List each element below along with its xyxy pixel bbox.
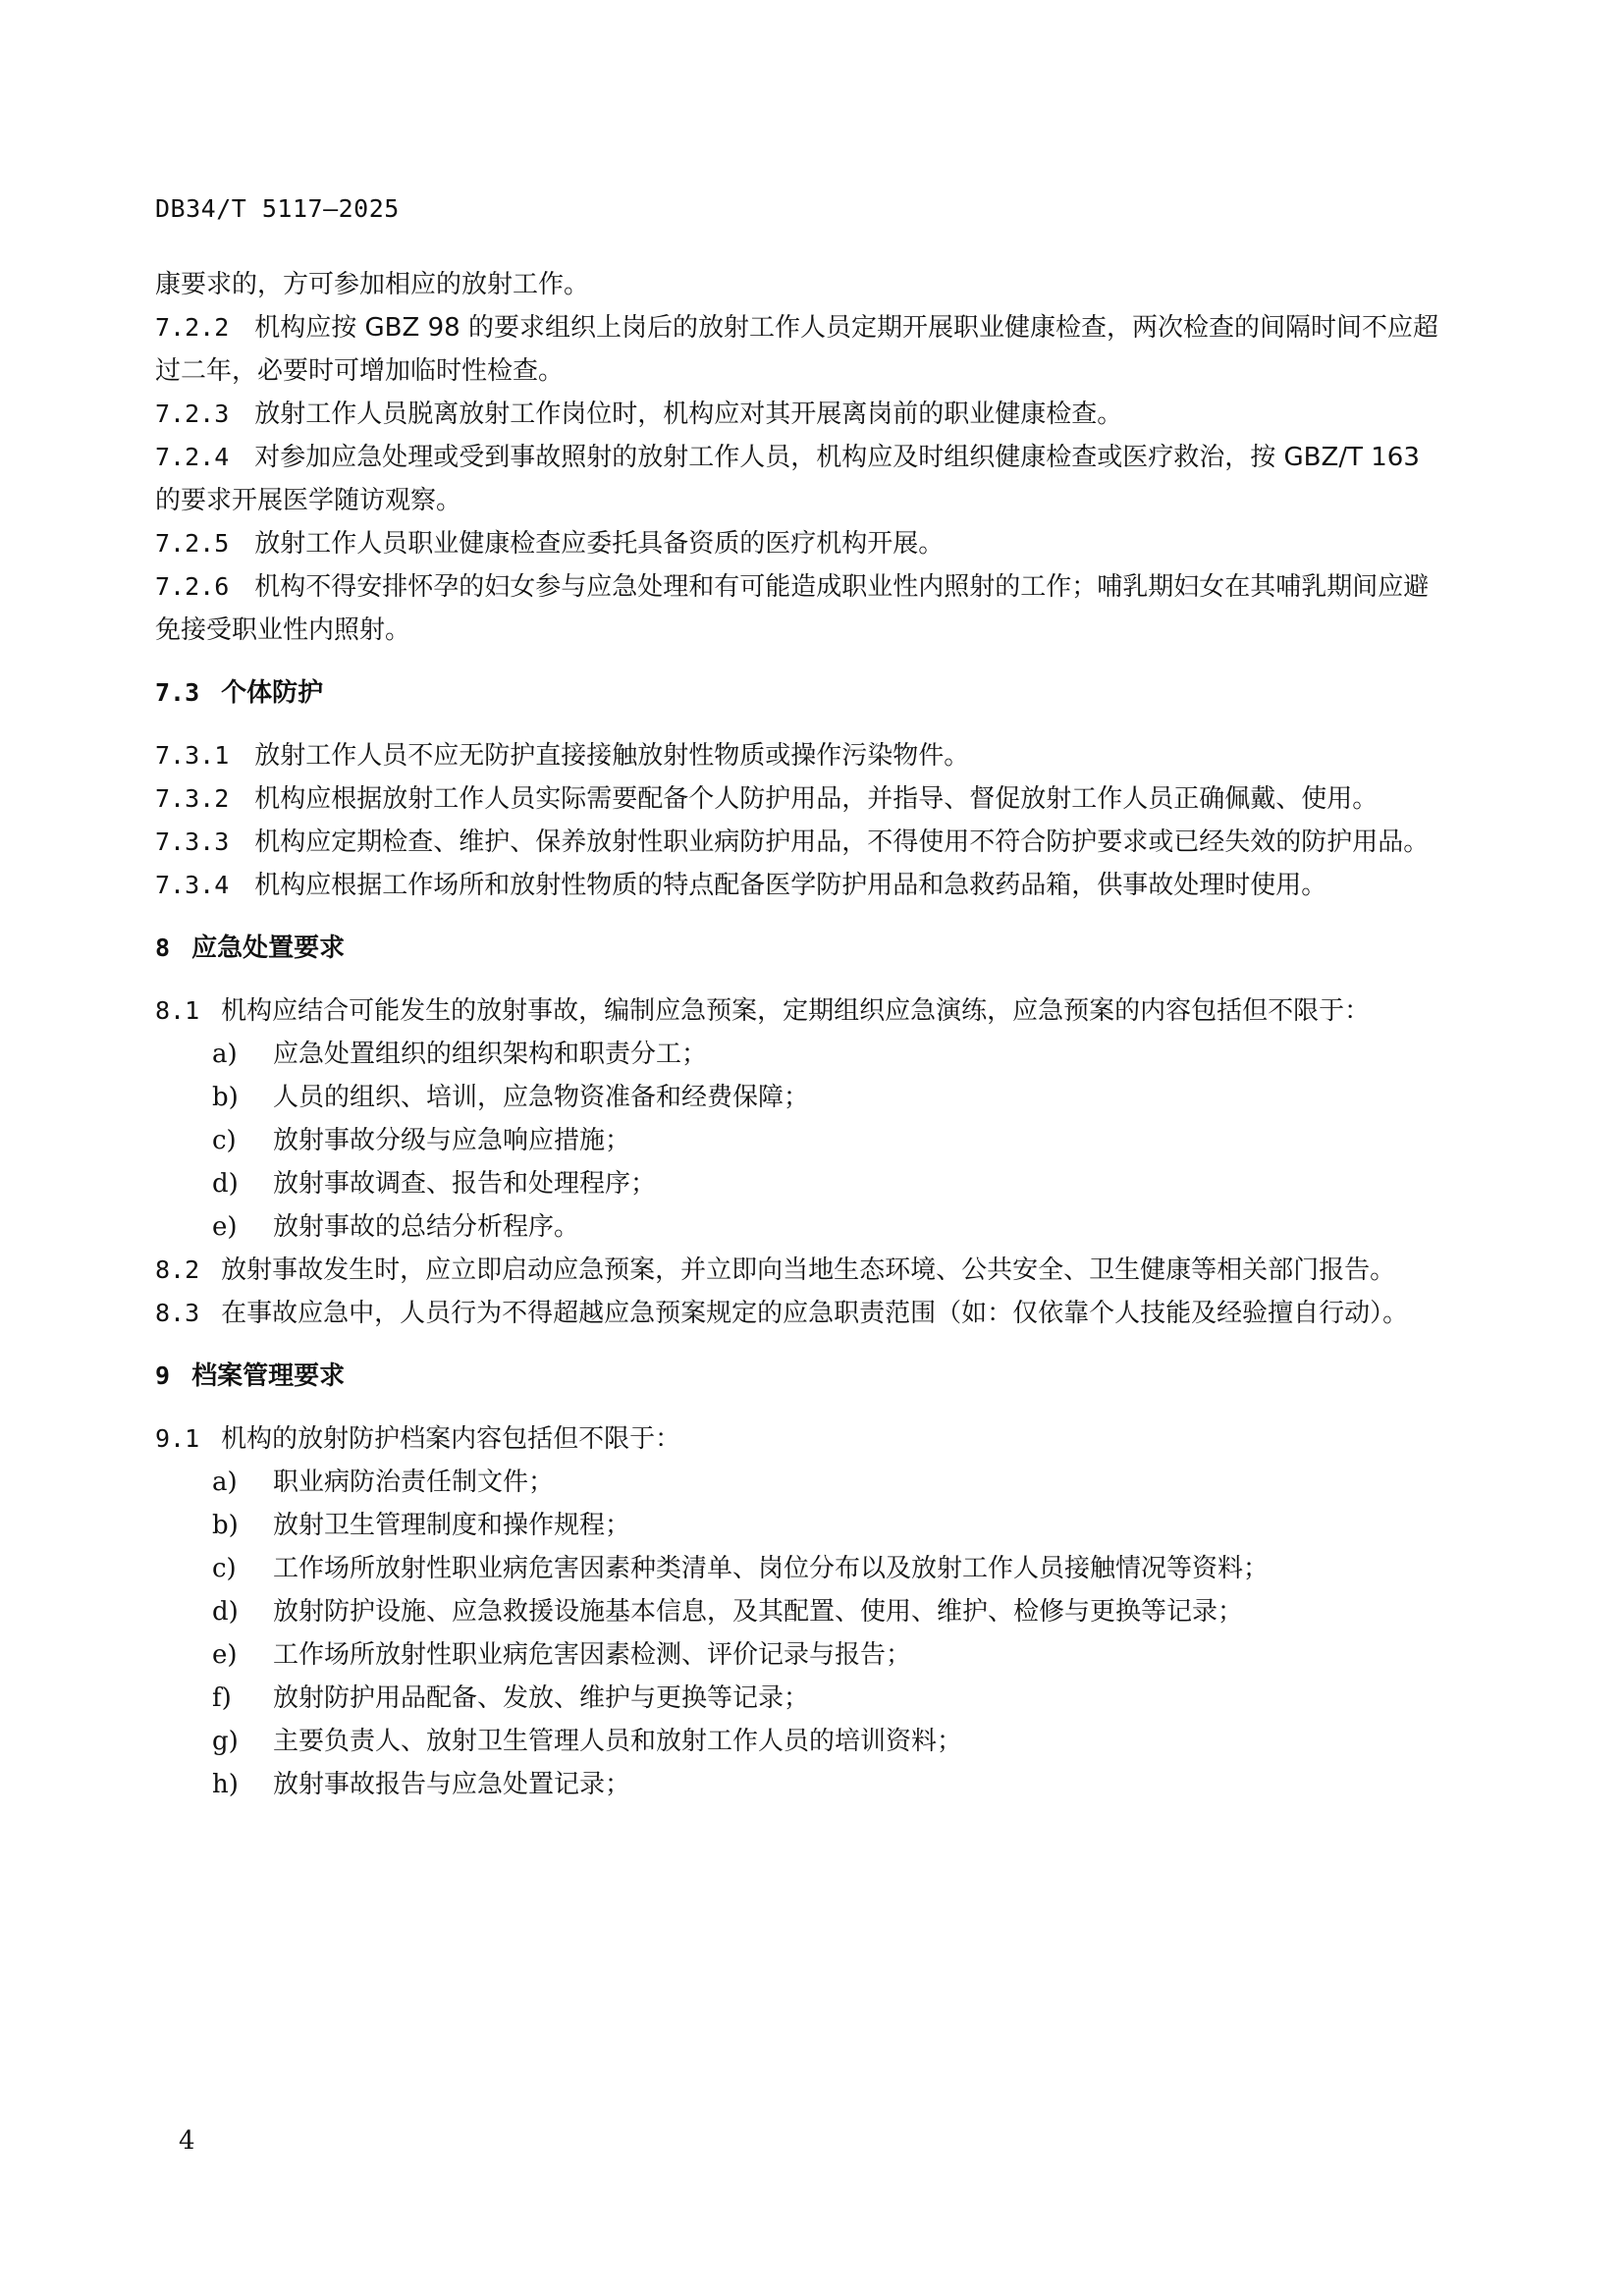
list-item-text: 放射防护用品配备、发放、维护与更换等记录； [273,1683,810,1713]
list-item-text: 应急处置组织的组织架构和职责分工； [273,1040,708,1069]
list-marker: h) [212,1770,239,1799]
clause-7-3-2 [155,777,1446,821]
list-item [155,1461,1446,1504]
list-marker: a) [212,1468,238,1497]
list-item [155,1677,1446,1720]
list-item [155,1720,1446,1763]
list-marker: d) [212,1169,239,1199]
list-item-text: 职业病防治责任制文件； [273,1468,555,1497]
list-marker: f) [212,1683,232,1713]
clause-text: 机构应结合可能发生的放射事故，编制应急预案，定期组织应急演练，应急预案的内容包括但不限于： [221,996,1371,1026]
clause-text: 机构不得安排怀孕的妇女参与应急处理和有可能造成职业性内照射的工作；哺乳期妇女在其哺乳期间应避免接受职业性内照射。 [155,572,1430,645]
clause-8-2 [155,1249,1446,1292]
list-marker: g) [212,1727,239,1756]
clause-7-2-6 [155,565,1446,652]
clause-8-1 [155,989,1446,1033]
clause-7-3-4 [155,864,1446,907]
clause-text: 机构应按 GBZ 98 的要求组织上岗后的放射工作人员定期开展职业健康检查，两次检查的间隔时间不应超过二年，必要时可增加临时性检查。 [155,313,1438,386]
clause-text: 放射事故发生时，应立即启动应急预案，并立即向当地生态环境、公共安全、卫生健康等相关部门报告。 [221,1255,1396,1285]
list-marker: e) [212,1640,238,1670]
list-item [155,1162,1446,1205]
continuation-text: 康要求的，方可参加相应的放射工作。 [155,270,590,299]
page-number: 4 [179,2126,195,2156]
list-item-text: 放射防护设施、应急救援设施基本信息，及其配置、使用、维护、检修与更换等记录； [273,1597,1244,1627]
list-item [155,1033,1446,1076]
list-item [155,1076,1446,1119]
clause-number: 7.2.2 [155,313,230,342]
list-item-text: 人员的组织、培训，应急物资准备和经费保障； [273,1083,810,1112]
section-heading-8 [155,927,1446,970]
list-item [155,1547,1446,1590]
clause-number: 8.1 [155,996,200,1025]
list-item-text: 放射卫生管理制度和操作规程； [273,1511,631,1540]
clause-number: 8.2 [155,1255,200,1284]
list-marker: c) [212,1554,237,1583]
list-item-text: 工作场所放射性职业病危害因素检测、评价记录与报告； [273,1640,912,1670]
heading-title: 档案管理要求 [191,1362,346,1391]
clause-7-3-3 [155,821,1446,864]
clause-number: 7.3.3 [155,828,230,856]
clause-number: 9.1 [155,1424,200,1453]
list-item-text: 主要负责人、放射卫生管理人员和放射工作人员的培训资料； [273,1727,963,1756]
list-item-text: 放射事故分级与应急响应措施； [273,1126,631,1155]
clause-7-2-2 [155,306,1446,393]
document-body [155,263,1446,1806]
list-item-text: 放射事故报告与应急处置记录； [273,1770,631,1799]
heading-title: 应急处置要求 [191,934,346,963]
list-item [155,1205,1446,1249]
list-item-text: 放射事故的总结分析程序。 [273,1212,580,1242]
clause-7-2-3 [155,393,1446,436]
list-item-text: 工作场所放射性职业病危害因素种类清单、岗位分布以及放射工作人员接触情况等资料； [273,1554,1270,1583]
clause-text: 放射工作人员脱离放射工作岗位时，机构应对其开展离岗前的职业健康检查。 [254,400,1123,429]
list-marker: e) [212,1212,238,1242]
list-marker: c) [212,1126,237,1155]
clause-number: 7.2.5 [155,529,230,558]
section-heading-9 [155,1355,1446,1398]
clause-7-2-4 [155,436,1446,522]
clause-9-1-list [155,1461,1446,1806]
clause-7-2-5 [155,522,1446,565]
clause-text: 放射工作人员不应无防护直接接触放射性物质或操作污染物件。 [254,741,970,771]
list-marker: a) [212,1040,238,1069]
clause-number: 7.2.6 [155,572,230,601]
clause-number: 7.2.4 [155,443,230,471]
clause-number: 7.2.3 [155,400,230,428]
heading-number: 9 [155,1362,171,1390]
clause-text: 机构应根据放射工作人员实际需要配备个人防护用品，并指导、督促放射工作人员正确佩戴、使用。 [254,784,1379,814]
list-item [155,1590,1446,1633]
list-item-text: 放射事故调查、报告和处理程序； [273,1169,657,1199]
list-item [155,1504,1446,1547]
list-marker: b) [212,1083,239,1112]
section-heading-7-3 [155,671,1446,715]
clause-text: 放射工作人员职业健康检查应委托具备资质的医疗机构开展。 [254,529,945,559]
list-marker: b) [212,1511,239,1540]
list-item [155,1763,1446,1806]
clause-text: 在事故应急中，人员行为不得超越应急预案规定的应急职责范围（如：仅依靠个人技能及经验擅自行动）。 [221,1299,1409,1328]
clause-text: 对参加应急处理或受到事故照射的放射工作人员，机构应及时组织健康检查或医疗救治，按 GBZ/T 163 的要求开展医学随访观察。 [155,443,1420,515]
clause-7-3-1 [155,734,1446,777]
clause-text: 机构的放射防护档案内容包括但不限于： [221,1424,681,1454]
clause-text: 机构应定期检查、维护、保养放射性职业病防护用品，不得使用不符合防护要求或已经失效的防护用品。 [254,828,1430,857]
clause-9-1 [155,1417,1446,1461]
list-item [155,1633,1446,1677]
clause-number: 7.3.1 [155,741,230,770]
list-marker: d) [212,1597,239,1627]
document-code: DB34/T 5117—2025 [155,194,400,223]
clause-number: 7.3.4 [155,871,230,899]
clause-number: 8.3 [155,1299,200,1327]
clause-8-3 [155,1292,1446,1335]
clause-text: 机构应根据工作场所和放射性物质的特点配备医学防护用品和急救药品箱，供事故处理时使用。 [254,871,1327,900]
clause-number: 7.3.2 [155,784,230,813]
list-item [155,1119,1446,1162]
heading-number: 8 [155,934,171,962]
heading-title: 个体防护 [221,678,324,708]
heading-number: 7.3 [155,678,200,707]
clause-8-1-list [155,1033,1446,1249]
